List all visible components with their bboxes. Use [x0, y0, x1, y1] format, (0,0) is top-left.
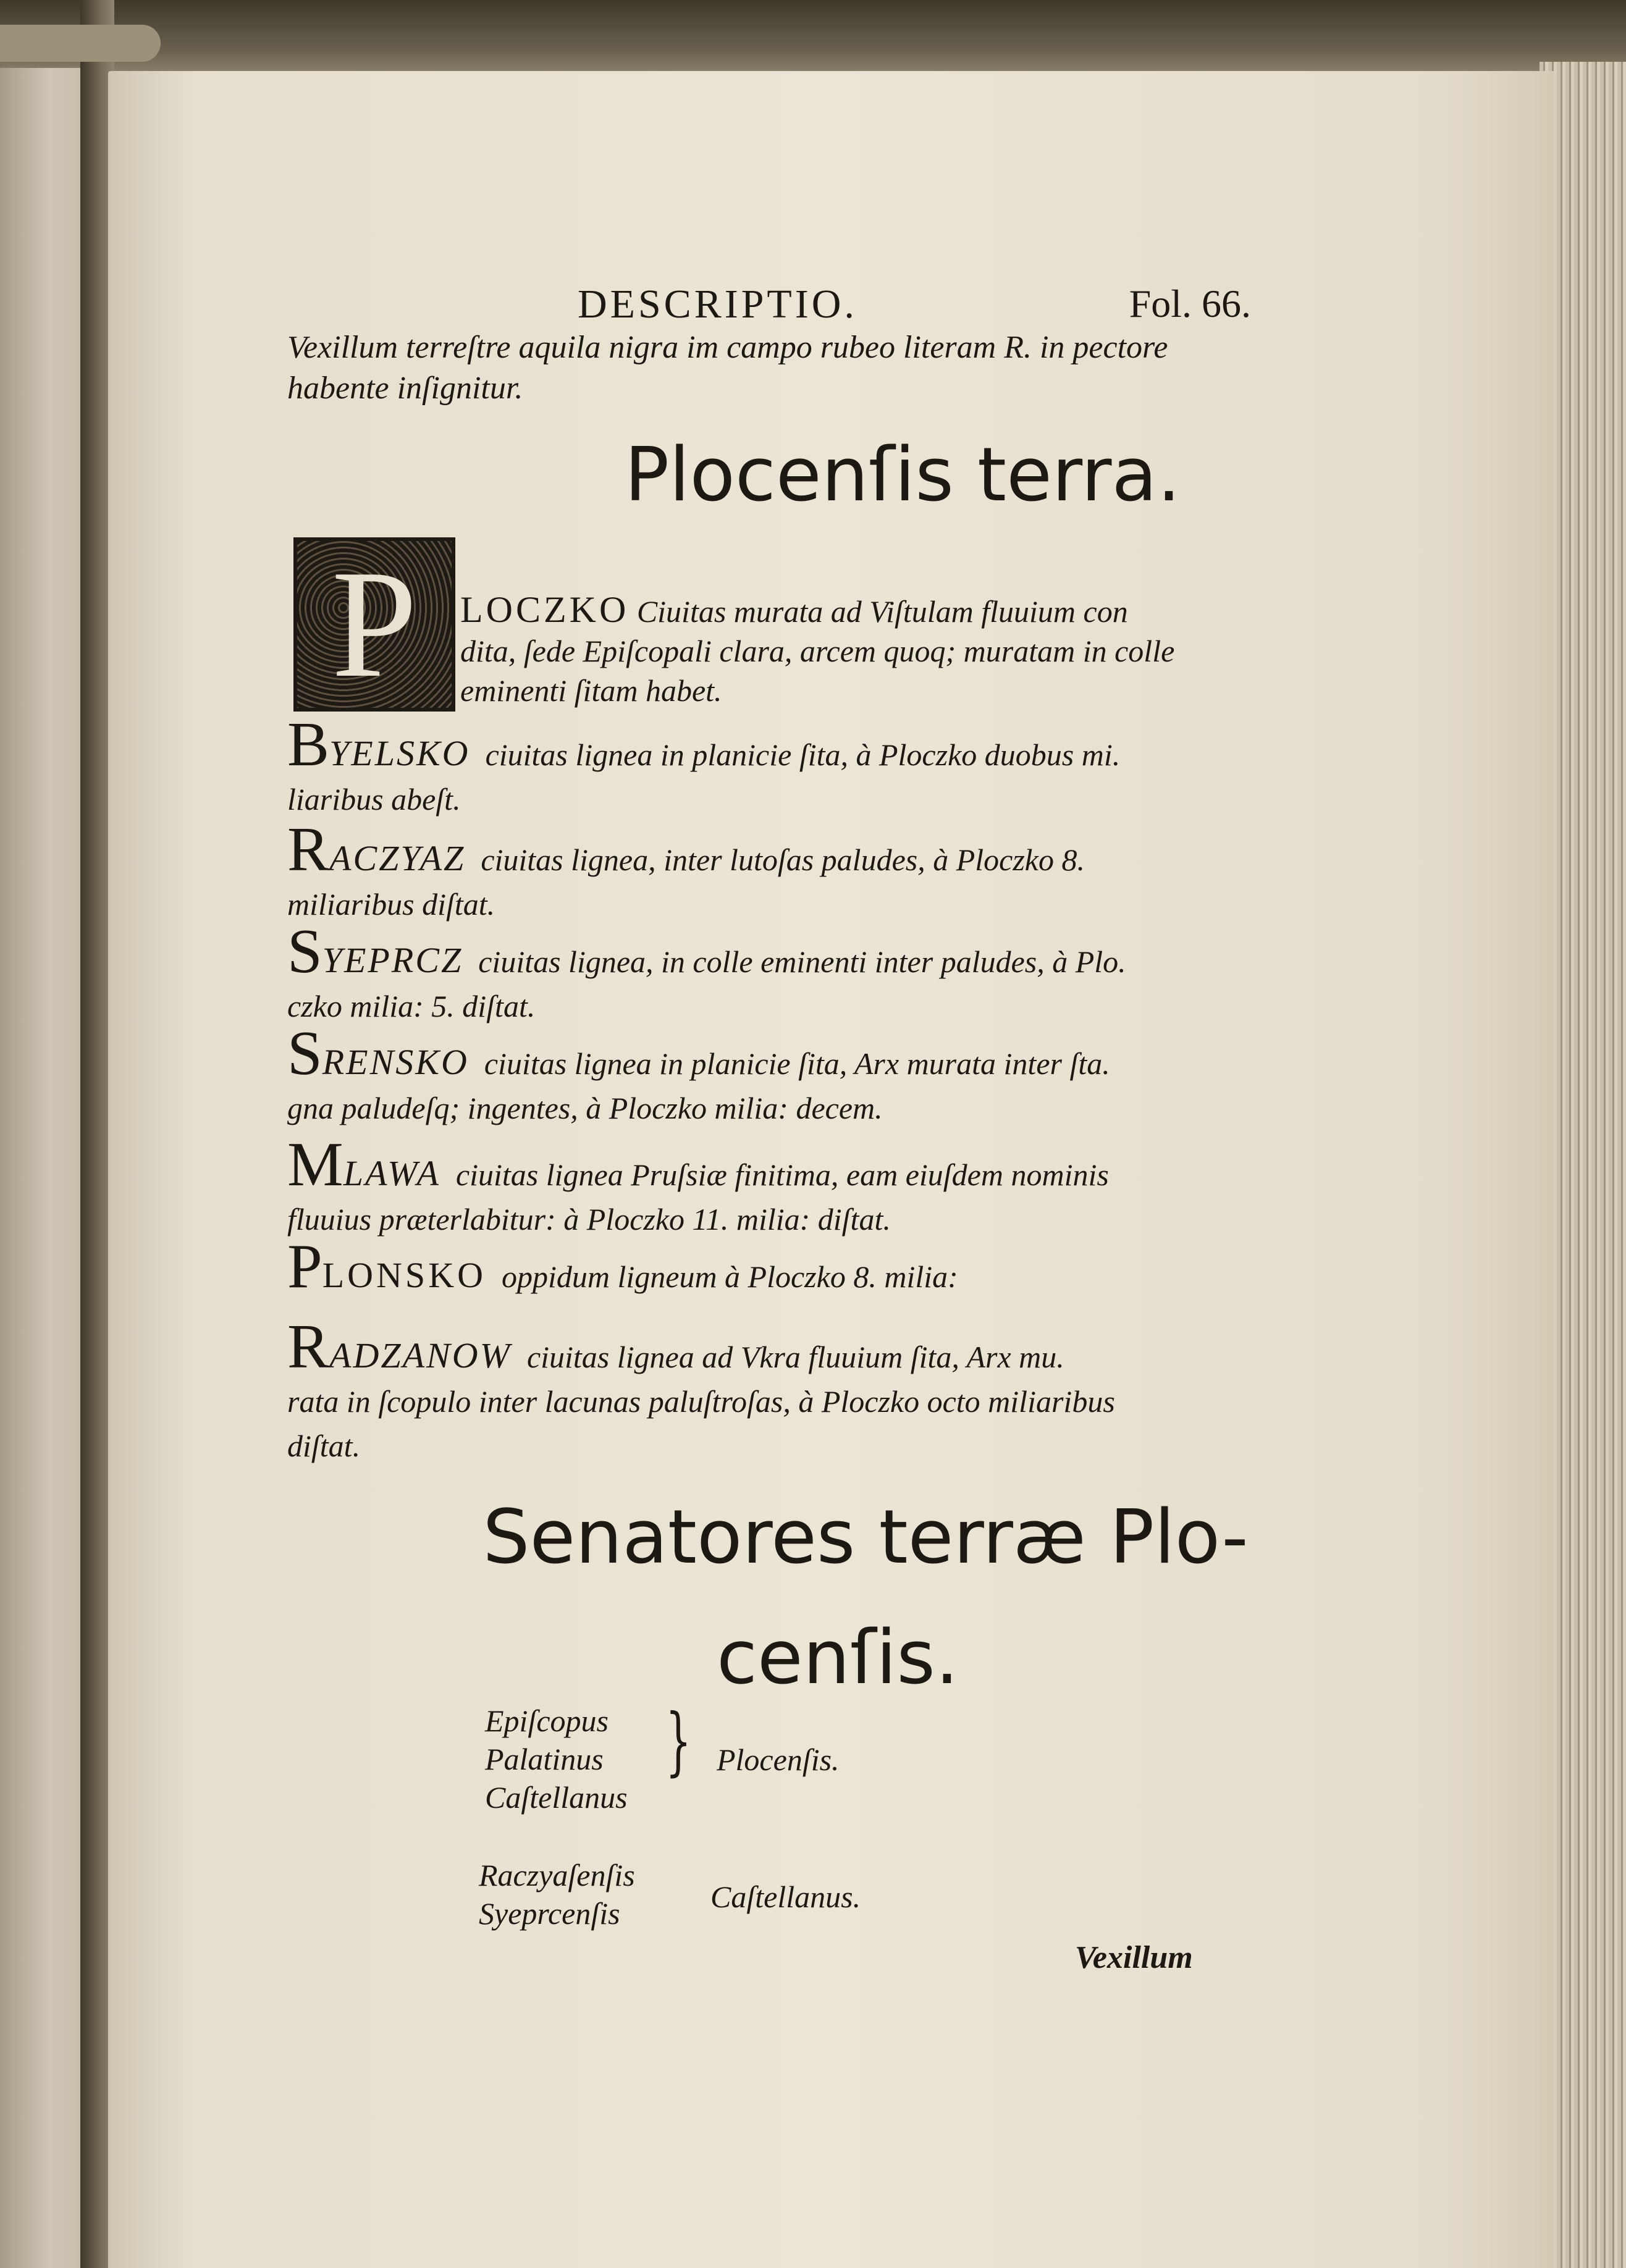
entry-line: eminenti ſitam habet.	[460, 673, 722, 708]
senator-title: Caſtellanus	[485, 1780, 628, 1815]
entry-text: ciuitas lignea in planicie ſita, Arx murata inter ſta.	[484, 1046, 1110, 1081]
entry-plonsko	[287, 1232, 1251, 1301]
entry-line: rata in ſcopulo inter lacunas paluſtroſas, à Ploczko octo miliaribus	[287, 1384, 1115, 1419]
entry-name: LONSKO	[322, 1255, 486, 1295]
running-title: DESCRIPTIO.	[578, 282, 857, 327]
entry-capital: R	[287, 1312, 330, 1382]
entry-name: RENSKO	[322, 1042, 469, 1082]
entry-line	[287, 1130, 1251, 1199]
entry-srensko	[287, 1018, 1251, 1130]
entry-mlawa	[287, 1130, 1251, 1241]
entry-syeprcz	[287, 917, 1251, 1028]
entry-byelsko	[287, 710, 1251, 821]
entry-name: ADZANOW	[329, 1335, 512, 1376]
initial-letter: P	[297, 541, 452, 708]
entry-text: oppidum ligneum à Ploczko 8. milia:	[501, 1259, 958, 1294]
entry-line	[287, 1232, 1251, 1301]
entry-line: liaribus abeſt.	[287, 782, 461, 817]
senators-group-1	[485, 1702, 628, 1816]
entry-text: ciuitas lignea Pruſsiæ finitima, eam eiuſdem nominis	[455, 1157, 1109, 1192]
senator-title: Raczyaſenſis	[479, 1858, 635, 1892]
intro-paragraph	[287, 327, 1251, 409]
entry-line: miliaribus diſtat.	[287, 887, 495, 922]
senators-heading-line2: cenſis.	[716, 1615, 959, 1701]
bookmark-ribbon	[0, 25, 161, 62]
entry-raczyaz	[287, 815, 1251, 926]
entry-name: YEPRCZ	[322, 940, 463, 980]
entry-name: ACZYAZ	[329, 838, 466, 878]
entry-line: gna paludeſq; ingentes, à Ploczko milia: decem.	[287, 1091, 883, 1125]
entry-text: ciuitas lignea, inter lutoſas paludes, à Ploczko 8.	[481, 842, 1085, 877]
entry-capital: P	[287, 1232, 322, 1301]
decorated-initial	[293, 537, 455, 712]
senators-group-2	[479, 1856, 635, 1933]
entry-line	[287, 710, 1251, 779]
entry-line	[287, 1312, 1251, 1382]
entry-line	[287, 815, 1251, 884]
entry-text: Ciuitas murata ad Viſtulam fluuium con	[636, 594, 1128, 629]
senator-title: Epiſcopus	[485, 1703, 609, 1738]
entry-text: ciuitas lignea, in colle eminenti inter paludes, à Plo.	[478, 944, 1126, 979]
entry-ploczko	[460, 590, 1254, 710]
entry-line	[287, 917, 1251, 986]
entry-capital: B	[287, 710, 330, 779]
senator-title: Palatinus	[485, 1742, 604, 1776]
entry-line	[287, 1018, 1251, 1088]
book-top-edge	[0, 0, 1626, 74]
entry-line: diſtat.	[287, 1429, 361, 1463]
senators-group-2-label: Caſtellanus.	[710, 1880, 861, 1914]
senators-heading-line1: Senatores terræ Plo-	[482, 1495, 1249, 1581]
intro-line: habente inſignitur.	[287, 371, 523, 406]
section-heading: Plocenſis terra.	[624, 432, 1181, 518]
entry-line: fluuius præterlabitur: à Ploczko 11. milia: diſtat.	[287, 1202, 891, 1237]
entry-capital: S	[287, 1018, 322, 1088]
entry-text: ciuitas lignea ad Vkra fluuium ſita, Arx mu.	[526, 1340, 1064, 1374]
entry-name: YELSKO	[329, 733, 470, 773]
intro-line: Vexillum terreſtre aquila nigra im campo rubeo literam R. in pectore	[287, 330, 1168, 365]
folio-number: Fol. 66.	[1129, 282, 1251, 326]
entry-line	[460, 590, 1254, 631]
entry-text: ciuitas lignea in planicie ſita, à Ploczko duobus mi.	[485, 737, 1121, 772]
entry-line: czko milia: 5. diſtat.	[287, 989, 536, 1023]
entry-capital: R	[287, 815, 330, 884]
senator-title: Syeprcenſis	[479, 1896, 620, 1931]
catchword: Vexillum	[1075, 1940, 1193, 1975]
entry-name: LOCZKO	[460, 589, 630, 630]
entry-capital: M	[287, 1130, 343, 1199]
entry-capital: S	[287, 917, 322, 986]
entry-line: dita, ſede Epiſcopali clara, arcem quoq; muratam in colle	[460, 634, 1175, 668]
entry-radzanow	[287, 1312, 1251, 1468]
senators-group-1-label: Plocenſis.	[717, 1742, 840, 1777]
running-header	[578, 281, 1251, 330]
brace-icon: }	[665, 1699, 692, 1784]
entry-name: LAWA	[343, 1153, 440, 1193]
